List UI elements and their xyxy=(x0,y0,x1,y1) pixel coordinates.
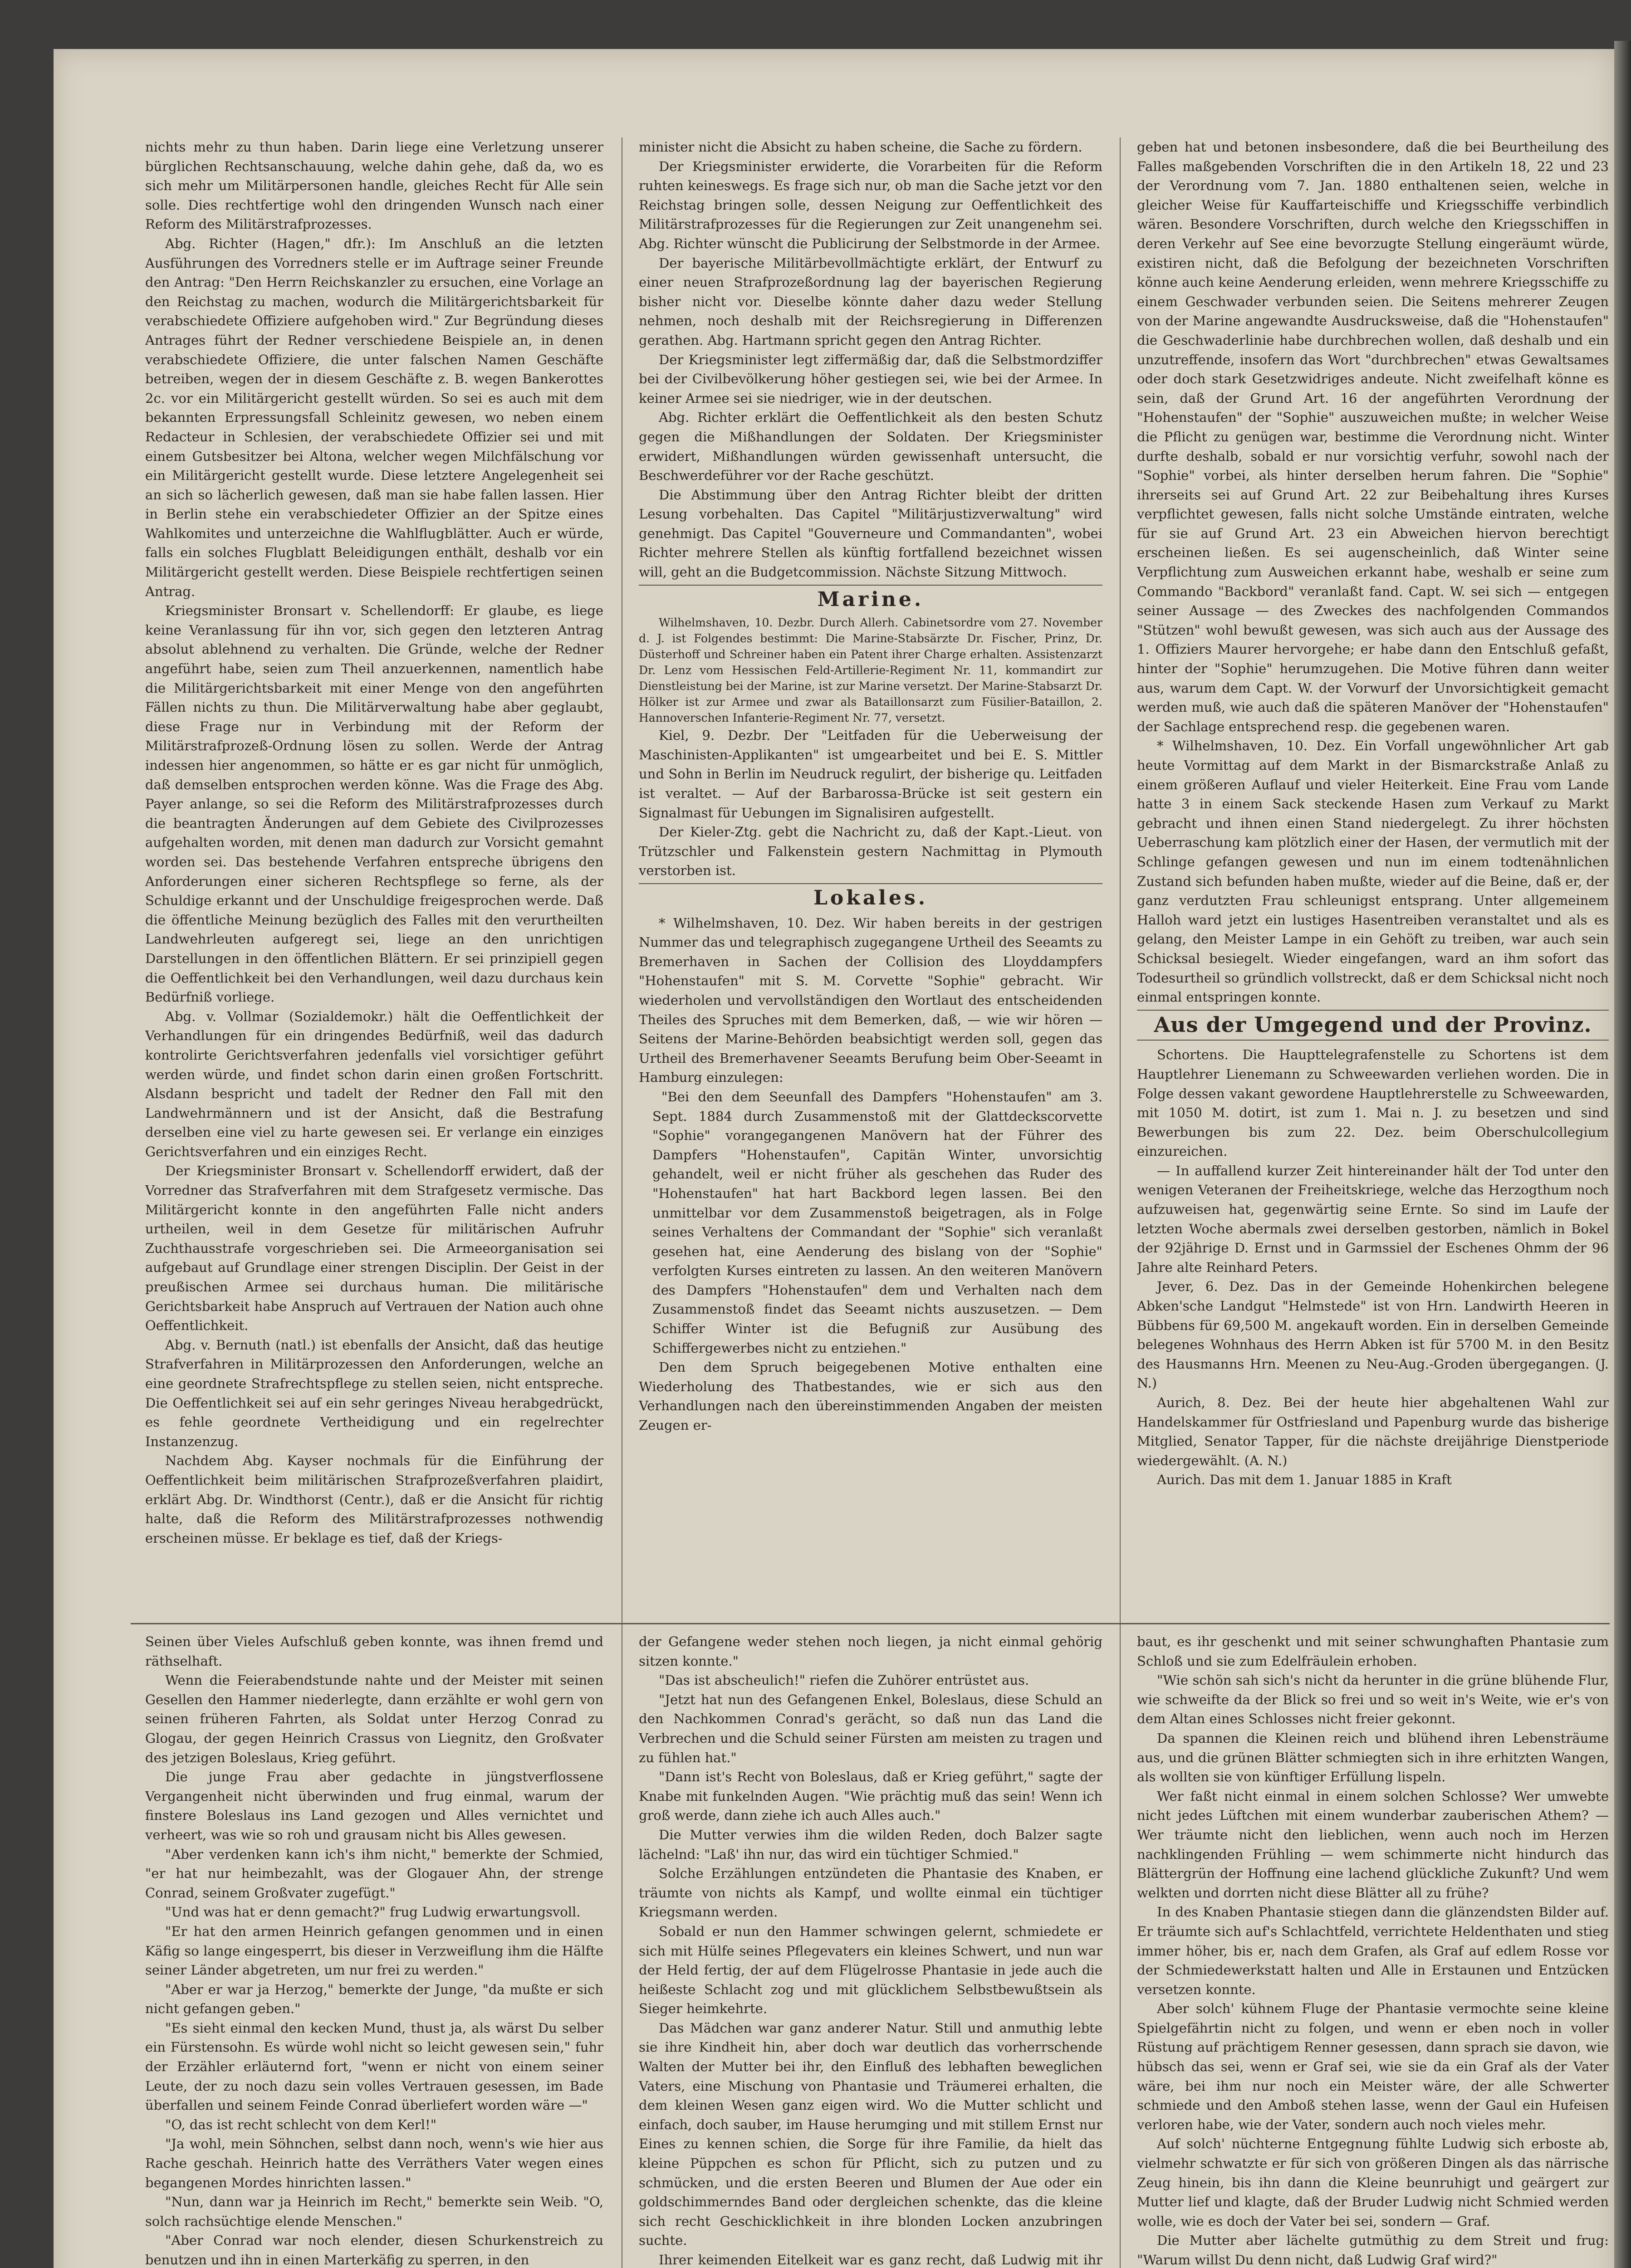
feuilleton-rule xyxy=(131,1623,1610,1624)
paragraph: Der Kieler-Ztg. gebt die Nachricht zu, daß der Kapt.-Lieut. von Trützschler und Falkenstein gestern Nachmittag in Plymouth verstorben ist. xyxy=(639,824,1102,879)
paragraph: baut, es ihr geschenkt und mit seiner schwunghaften Phantasie zum Schloß und sie zum Edelfräulein erhoben. xyxy=(1137,1634,1609,1669)
quote-block: "Bei den dem Seeunfall des Dampfers "Hohenstaufen" am 3. Sept. 1884 durch Zusammenstoß mit der Glattdeckscorvette "Sophie" vorangegangenen Manövern hat der Führer des Dampfers "Hohenstaufen", Capitän Winter, unvorsichtig gehandelt, weil er nicht früher als geschehen das Ruder des "Hohenstaufen" hat hart Backbord legen lassen. Bei den unmittelbar vor dem Zusammenstoß beigetragen, als in Folge seines Verhaltens der Commandant der "Sophie" sich veranlaßt gesehen hat, eine Aenderung des bislang von der "Sophie" verfolgten Kurses eintreten zu lassen. An den weiteren Manövern des Dampfers "Hohenstaufen" dem und Verhalten nach dem Zusammenstoß findet das Seeamt nichts auszusetzen. — Dem Schiffer Winter ist die Befugniß zur Ausübung des Schiffergewerbes nicht zu entziehen." xyxy=(652,1089,1102,1356)
paragraph: Den dem Spruch beigegebenen Motive enthalten eine Wiederholung des Thatbestandes, wie er sich aus den Verhandlungen nach den übereinstimmenden Angaben der meisten Zeugen er- xyxy=(639,1359,1102,1433)
paragraph: Wenn die Feierabendstunde nahte und der Meister mit seinen Gesellen den Hammer niederlegte, dann erzählte er wohl gern von seinen früheren Fahrten, als Soldat unter Herzog Conrad zu Glogau, der gegen Heinrich Crassus von Liegnitz, den Großvater des jetzigen Boleslaus, Krieg geführt. xyxy=(145,1672,603,1765)
paragraph: Wer faßt nicht einmal in einem solchen Schlosse? Wer umwebte nicht jedes Lüftchen mit einem wunderbar zauberischen Athem? — Wer träumte nicht den lieblichen, wenn auch noch im Herzen nachklingenden Frühling — wem schimmerte nicht hindurch das Blättergrün der Hoffnung eine lachend glückliche Zukunft? Und wem welkten und dorrten nicht diese Blätter all zu frühe? xyxy=(1137,1788,1609,1901)
paragraph: nichts mehr zu thun haben. Darin liege eine Verletzung unserer bürglichen Rechtsanschauung, welche dahin gehe, daß da, wo es sich mehr um Militärpersonen handle, gleiches Recht für Alle sein solle. Dies rechtfertige wohl den dringenden Wunsch nach einer Reform des Militärstrafprozesses. xyxy=(145,139,603,232)
paragraph: "Das ist abscheulich!" riefen die Zuhörer entrüstet aus. xyxy=(659,1672,1029,1688)
paragraph: Nachdem Abg. Kayser nochmals für die Einführung der Oeffentlichkeit beim militärischen Strafprozeßverfahren plaidirt, erklärt Abg. Dr. Windthorst (Centr.), daß er die Ansicht für richtig halte, daß die Reform des Militärstrafprozesses nothwendig erscheinen müsse. Er beklage es tief, daß der Kriegs- xyxy=(145,1453,603,1546)
section-heading-region: Aus der Umgegend und der Provinz. xyxy=(1154,1012,1592,1037)
column-right-top xyxy=(1137,137,1609,1666)
paragraph: "Aber Conrad war noch elender, diesen Schurkenstreich zu benutzen und ihn in einen Marterkäfig zu sperren, in den xyxy=(145,2233,603,2268)
paragraph: "Es sieht einmal den kecken Mund, thust ja, als wärst Du selber ein Fürstensohn. Es würde wohl nicht so leicht gewesen sein," fuhr der Erzähler erläuternd fort, "wenn er nicht von einem seiner Leute, der zu noch dazu sein volles Vertrauen gesessen, im Bade überfallen und seinem Feinde Conrad überliefert worden wäre —" xyxy=(145,2020,603,2113)
column-rule xyxy=(1120,137,1121,1666)
paragraph: — In auffallend kurzer Zeit hintereinander hält der Tod unter den wenigen Veteranen der Freiheitskriege, welche das Herzogthum noch aufzuweisen hat, gegenwärtig seine Ernte. So sind im Laufe der letzten Woche abermals zwei derselben gestorben, nämlich in Bokel der 92jährige D. Ernst und in Garmssiel der Eschenes Ohmm der 96 Jahre alte Reinhard Peters. xyxy=(1137,1163,1609,1275)
section-heading-marine: Marine. xyxy=(817,587,924,611)
paragraph: "Er hat den armen Heinrich gefangen genommen und in einen Käfig so lange eingesperrt, bis dieser in Verzweiflung ihm die Hälfte seiner Länder abgetreten, um nur frei zu werden." xyxy=(145,1923,603,1978)
paragraph: Schortens. Die Haupttelegrafenstelle zu Schortens ist dem Hauptlehrer Lienemann zu Schweewarden verliehen worden. Die in Folge dessen vakant gewordene Hauptlehrerstelle zu Schweewarden, mit 1050 M. dotirt, ist zum 1. Mai n. J. zu besetzen und sind Bewerbungen bis zum 22. Dez. beim Oberschulcollegium einzureichen. xyxy=(1137,1047,1609,1159)
paragraph: Aber solch' kühnem Fluge der Phantasie vermochte seine kleine Spielgefährtin nicht zu folgen, und wenn er eben noch in voller Rüstung auf prächtigem Renner gesessen, dann sprach sie davon, wie hübsch das sei, wenn er Graf sei, wie sie da ein Graf als der Vater wäre, bei ihm nur noch ein Meister wäre, der alle Schwerter schmiede und den Amboß stehen lasse, wenn der Gaul ein Hufeisen verloren habe, wie der Vater, sondern auch noch vieles mehr. xyxy=(1137,2001,1609,2132)
paragraph: "Wie schön sah sich's nicht da herunter in die grüne blühende Flur, wie schweifte da der Blick so frei und so weit in's Weite, wie er's von dem Altan eines Schlosses nicht freier gekonnt. xyxy=(1137,1672,1609,1727)
column-left-top xyxy=(145,137,603,1666)
paragraph: Der Kriegsminister legt ziffermäßig dar, daß die Selbstmordziffer bei der Civilbevölkerung höher gestiegen sei, wie bei der Armee. In keiner Armee sei sie niedriger, wie in der deutschen. xyxy=(639,352,1102,406)
paragraph: Kiel, 9. Dezbr. Der "Leitfaden für die Ueberweisung der Maschinisten-Applikanten" ist umgearbeitet und bei E. S. Mittler und Sohn in Berlin im Neudruck regulirt, der bisherige qu. Leitfaden ist veraltet. — Auf der Barbarossa-Brücke ist seit gestern ein Signalmast für Uebungen im Signalisiren aufgestellt. xyxy=(639,728,1102,821)
paragraph: * Wilhelmshaven, 10. Dez. Wir haben bereits in der gestrigen Nummer das und telegraphisch zugegangene Urtheil des Seeamts zu Bremerhaven in Sachen der Collision des Lloyddampfers "Hohenstaufen" mit S. M. Corvette "Sophie" gebracht. Wir wiederholen und vervollständigen den Wortlaut des entscheidenden Theiles des Spruches mit dem Bemerken, daß, — wie wir hören — Seitens der Marine-Behörden beabsichtigt werden soll, gegen das Urtheil des Bremerhavener Seeamts Berufung beim Ober-Seeamt in Hamburg einzulegen: xyxy=(639,915,1102,1085)
paragraph: Der Kriegsminister erwiderte, die Vorarbeiten für die Reform ruhten keineswegs. Es frage sich nur, ob man die Sache jetzt vor den Reichstag bringen solle, dessen Neigung zur Oeffentlichkeit des Militärstrafprozesses für die Regierungen zur Zeit unangenehm sei. Abg. Richter wünscht die Publicirung der Selbstmorde in der Armee. xyxy=(639,158,1102,251)
column-right-bottom xyxy=(1137,1632,1609,2268)
column-left-bottom xyxy=(145,1632,603,2268)
paragraph: "Dann ist's Recht von Boleslaus, daß er Krieg geführt," sagte der Knabe mit funkelnden Augen. "Wie prächtig muß das sein! Wenn ich groß werde, dann ziehe ich auch Alles auch." xyxy=(639,1769,1102,1823)
paragraph: Solche Erzählungen entzündeten die Phantasie des Knaben, er träumte von nichts als Kampf, und wollte einmal ein tüchtiger Kriegsmann werden. xyxy=(639,1866,1102,1920)
paragraph: geben hat und betonen insbesondere, daß die bei Beurtheilung des Falles maßgebenden Vorschriften die in den Artikeln 18, 22 und 23 der Verordnung vom 7. Jan. 1880 enthaltenen seien, welche in gleicher Weise für Kauffarteischiffe und Kriegsschiffe verbindlich wären. Besondere Vorschriften, durch welche den Kriegsschiffen in deren Verkehr auf See eine bevorzugte Stellung eingeräumt würde, existiren nicht, daß die Befolgung der bezeichneten Vorschriften könne auch keine Aenderung erleiden, wenn mehrere Kriegsschiffe zu einem Geschwader verbunden seien. Die Seitens mehrerer Zeugen von der Marine angewandte Ausdrucksweise, daß die "Hohenstaufen" die Geschwaderlinie habe durchbrechen wollen, daß deshalb und ein unzutreffende, insofern das Wort "durchbrechen" etwas Gewaltsames oder doch stark Gesetzwidriges andeute. Nicht zweifelhaft könne es sein, daß der Grund Art. 16 der angeführten Verordnung der "Hohenstaufen" der "Sophie" auszuweichen mußte; in welcher Weise die Pflicht zu genügen war, bestimme die Verordnung nicht. Winter durfte deshalb, sobald er nur vorsichtig verfuhr, sowohl nach der "Sophie" vorbei, als hinter derselben herum fahren. Die "Sophie" ihrerseits sei auf Grund Art. 22 zur Beibehaltung ihres Kurses verpflichtet gewesen, falls nicht solche Umstände eintraten, welche für sie auf Grund Art. 23 ein Abweichen hiervon berechtigt erscheinen ließen. Es sei augenscheinlich, daß Winter seine Verpflichtung zum Ausweichen erkannt habe, weshalb er seine zum Commando "Backbord" veranlaßt fand. Capt. W. sei sich — entgegen seiner Aussage — des Zweckes des nachfolgenden Commandos "Stützen" wohl bewußt gewesen, was sich auch aus der Aussage des 1. Offiziers Maurer hervorgehe; er habe dann den Entschluß gefaßt, hinter der "Sophie" herumzugehen. Die Motive führen dann weiter aus, warum dem Capt. W. der Vorwurf der Unvorsichtigkeit gemacht werden muß, wie auch daß die späteren Manöver der "Hohenstaufen" der Sachlage entsprechend resp. die gegebenen waren. xyxy=(1137,139,1609,734)
paragraph: Abg. Richter erklärt die Oeffentlichkeit als den besten Schutz gegen die Mißhandlungen der Soldaten. Der Kriegsminister erwidert, Mißhandlungen würden gewissenhaft untersucht, die Beschwerdeführer vor der Rache geschützt. xyxy=(639,410,1102,484)
paragraph: "Ja wohl, mein Söhnchen, selbst dann noch, wenn's wie hier aus Rache geschah. Heinrich hatte des Verräthers Vater wegen eines begangenen Mordes hinrichten lassen." xyxy=(145,2136,603,2190)
paragraph: Aurich, 8. Dez. Bei der heute hier abgehaltenen Wahl zur Handelskammer für Ostfriesland und Papenburg wurde das bisherige Mitglied, Senator Tapper, für die nächste dreijährige Dienstperiode wiedergewählt. (A. N.) xyxy=(1137,1395,1609,1468)
paragraph: "Und was hat er denn gemacht?" frug Ludwig erwartungsvoll. xyxy=(165,1904,581,1920)
paragraph: * Wilhelmshaven, 10. Dez. Ein Vorfall ungewöhnlicher Art gab heute Vormittag auf dem Markt in der Bismarckstraße Anlaß zu einem größeren Auflauf und vieler Heiterkeit. Eine Frau vom Lande hatte 3 in einem Sack steckende Hasen zum Verkauf zu Markt gebracht und ihnen einen Stand niedergelegt. Zu ihrer höchsten Ueberraschung kam plötzlich einer der Hasen, der vermutlich mit der Schlinge gefangen gewesen und nun im einem todtenähnlichen Zustand sich befunden haben mußte, wieder auf die Beine, daß er, der ganz verdutzten Frau schleunigst entsprang. Unter allgemeinem Halloh ward jetzt ein lustiges Hasentreiben veranstaltet und als es gelang, den Meister Lampe in ein Gehöft zu treiben, war auch sein Schicksal besiegelt. Wieder eingefangen, ward an ihm sofort das Todesurtheil so gründlich vollstreckt, daß er dem Schicksal nicht noch einmal entspringen konnte. xyxy=(1137,738,1609,1005)
paragraph: Kriegsminister Bronsart v. Schellendorff: Er glaube, es liege keine Veranlassung für ihn vor, sich gegen den letzteren Antrag absolut ablehnend zu verhalten. Die Gründe, welche der Redner angeführt habe, seien zum Theil anzuerkennen, namentlich habe die Militärgerichtsbarkeit mit einer Menge von den angeführten Fällen nichts zu thun. Die Militärverwaltung habe aber geglaubt, diese Frage nur in Verbindung mit der Reform der Militärstrafprozeß-Ordnung lösen zu sollen. Werde der Antrag indessen hier angenommen, so hätte er es gar nicht für unmöglich, daß demselben entsprochen werden könne. Was die Frage des Abg. Payer anlange, so sei die Reform des Militärstrafprozesses durch die beantragten Änderungen auf dem Gebiete des Civilprozesses aufgehalten worden, mit denen man dadurch zur Vorsicht gemahnt worden sei. Das bestehende Verfahren entspreche übrigens den Anforderungen einer sicheren Rechtspflege so ferne, als der Schuldige erkannt und der Unschuldige freigesprochen werde. Daß die öffentliche Meinung bezüglich des Falles mit den verurtheilten Landwehrleuten aufgeregt sei, liege an den unrichtigen Darstellungen in den öffentlichen Blättern. Er sei prinzipiell gegen die Oeffentlichkeit bei den Verhandlungen, weil dazu durchaus kein Bedürfniß vorliege. xyxy=(145,603,603,1005)
column-middle-bottom xyxy=(639,1632,1102,2268)
paragraph: Das Mädchen war ganz anderer Natur. Still und anmuthig lebte sie ihre Kindheit hin, aber doch war deutlich das vorherrschende Walten der Mutter bei ihr, den Einfluß des lebhaften beweglichen Vaters, eine Mischung von Phantasie und Träumerei erhalten, die dem kleinen Wesen ganz eigen wird. Wo die Mutter schlicht und einfach, doch sauber, im Hause herumging und mit stillem Ernst nur Eines zu kennen schien, die Sorge für ihre Familie, da hielt das kleine Püppchen es schon für Pflicht, sich zu putzen und zu schmücken, und die ersten Beeren und Blumen der Aue oder ein goldschimmerndes Band oder dergleichen schenkte, das die kleine sich recht Geschicklichkeit in ihre blonden Locken anzubringen suchte. xyxy=(639,2020,1102,2248)
paragraph: In des Knaben Phantasie stiegen dann die glänzendsten Bilder auf. Er träumte sich auf's Schlachtfeld, verrichtete Heldenthaten und stieg immer höher, bis er, nach dem Grafen, als Graf auf edlem Rosse vor der Schmiedewerkstatt halten und Alle in Erstaunen und Entzücken versetzen konnte. xyxy=(1137,1904,1609,1997)
section-rule xyxy=(1137,1040,1609,1041)
paragraph: Der bayerische Militärbevollmächtigte erklärt, der Entwurf zu einer neuen Strafprozeßordnung lag der bayerischen Regierung bisher nicht vor. Dieselbe könnte daher dazu weder Stellung nehmen, noch deshalb mit der Reichsregierung in Differenzen gerathen. Abg. Hartmann spricht gegen den Antrag Richter. xyxy=(639,255,1102,348)
column-rule xyxy=(1120,1632,1121,2268)
paragraph: "O, das ist recht schlecht von dem Kerl!" xyxy=(165,2116,437,2132)
paragraph: "Jetzt hat nun des Gefangenen Enkel, Boleslaus, diese Schuld an den Nachkommen Conrad's gerächt, so daß nun das Land die Verbrechen und die Schuld seiner Fürsten am meisten zu tragen und zu fühlen hat." xyxy=(639,1691,1102,1765)
section-rule xyxy=(639,883,1102,884)
paragraph: Wilhelmshaven, 10. Dezbr. Durch Allerh. Cabinetsordre vom 27. November d. J. ist Folgendes bestimmt: Die Marine-Stabsärzte Dr. Fischer, Prinz, Dr. Düsterhoff und Schreiner haben ein Patent ihrer Charge erhalten. Assistenzarzt Dr. Lenz vom Hessischen Feld-Artillerie-Regiment Nr. 11, kommandirt zur Dienstleistung bei der Marine, ist zur Marine versetzt. Der Marine-Stabsarzt Dr. Hölker ist zur Armee und zwar als Bataillonsarzt zum Füsilier-Bataillon, 2. Hannoverschen Infanterie-Regiment Nr. 77, versetzt. xyxy=(639,616,1102,725)
paragraph: Der Kriegsminister Bronsart v. Schellendorff erwidert, daß der Vorredner das Strafverfahren mit dem Strafgesetz vermische. Das Militärgericht konnte in den angeführten Falle nicht anders urtheilen, weil in dem Gesetze für militärischen Aufruhr Zuchthausstrafe vorgeschrieben sei. Die Armeeorganisation sei aufgebaut auf Grundlage einer strengen Disciplin. Der Geist in der preußischen Armee sei durchaus human. Die militärische Gerichtsbarkeit habe Anspruch auf Vertrauen der Nation auch ohne Oeffentlichkeit. xyxy=(145,1163,603,1334)
paragraph: Ihrer keimenden Eitelkeit war es ganz recht, daß Ludwig mit ihr xyxy=(659,2252,1102,2268)
paragraph: "Nun, dann war ja Heinrich im Recht," bemerkte sein Weib. "O, solch rachsüchtige elende Menschen." xyxy=(145,2194,603,2229)
paragraph: Die Mutter aber lächelte gutmüthig zu dem Streit und frug: "Warum willst Du denn nicht, daß Ludwig Graf wird?" xyxy=(1137,2233,1609,2268)
newspaper-page xyxy=(54,49,1614,2268)
paragraph: "Aber verdenken kann ich's ihm nicht," bemerkte der Schmied, "er hat nur heimbezahlt, was der Glogauer Ahn, der strenge Conrad, seinem Großvater zugefügt." xyxy=(145,1846,603,1901)
paragraph: Abg. Richter (Hagen," dfr.): Im Anschluß an die letzten Ausführungen des Vorredners stelle er im Auftrage seiner Freunde den Antrag: "Den Herrn Reichskanzler zu ersuchen, eine Vorlage an den Reichstag zu machen, wodurch die Militärgerichtsbarkeit für verabschiedete Offiziere aufgehoben wird." Zur Begründung dieses Antrages führt der Redner verschiedene Beispiele an, in denen verabschiedete Offiziere, die unter falschen Namen Geschäfte betreiben, wegen der in diesem Geschäfte z. B. wegen Bankerottes 2c. vor ein Militärgericht gestellt würden. So sei es auch mit dem bekannten Erpressungsfall Schleinitz gewesen, wo neben einem Redacteur in Schlesien, der verabschiedete Offizier sei und mit einem Gutsbesitzer bei Altona, welcher wegen Milchfälschung vor ein Militärgericht gestellt wurde. Diese letztere Angelegenheit sei an sich so lächerlich gewesen, daß man sie habe fallen lassen. Hier in Berlin stehe ein verabschiedeter Offizier an der Spitze eines Wahlkomites und unterzeichne die Wahlflugblätter. Auch er würde, falls ein solches Flugblatt Beleidigungen enthält, deshalb vor ein Militärgericht gestellt werden. Diese Beispiele rechtfertigen seinen Antrag. xyxy=(145,235,603,599)
book-binding-edge xyxy=(1614,41,1631,2268)
paragraph: Aurich. Das mit dem 1. Januar 1885 in Kraft xyxy=(1157,1472,1452,1488)
section-heading-lokales: Lokales. xyxy=(813,886,928,909)
paragraph: minister nicht die Absicht zu haben scheine, die Sache zu fördern. xyxy=(639,139,1082,155)
paragraph: Seinen über Vieles Aufschluß geben konnte, was ihnen fremd und räthselhaft. xyxy=(145,1634,603,1669)
paragraph: Sobald er nun den Hammer schwingen gelernt, schmiedete er sich mit Hülfe seines Pflegevaters ein kleines Schwert, und nun war der Held fertig, der auf dem Flügelrosse Phantasie in jede auch die heißeste Schlacht zog und mit glücklichem Selbstbewußtsein als Sieger heimkehrte. xyxy=(639,1923,1102,2017)
section-rule xyxy=(1137,1010,1609,1011)
section-rule xyxy=(639,585,1102,586)
paragraph: Die junge Frau aber gedachte in jüngstverflossene Vergangenheit nicht überwinden und frug einmal, warum der finstere Boleslaus ins Land gezogen und Alles vernichtet und verheert, was wie so roh und grausam nicht bis Alles gewesen. xyxy=(145,1769,603,1843)
paragraph: Da spannen die Kleinen reich und blühend ihren Lebensträume aus, und die grünen Blätter schmiegten sich in ihre erhitzten Wangen, als wollten sie von künftiger Erfüllung lispeln. xyxy=(1137,1730,1609,1785)
column-middle-top xyxy=(639,137,1102,1666)
paragraph: Abg. v. Vollmar (Sozialdemokr.) hält die Oeffentlichkeit der Verhandlungen für ein dringendes Bedürfniß, weil das dadurch kontrolirte Gerichtsverfahren jedenfalls viel vorsichtiger geführt werden würde, und findet schon darin einen großen Fortschritt. Alsdann bespricht und tadelt der Redner den Fall mit den Landwehrmännern und ist der Ansicht, daß die Bestrafung derselben eine viel zu harte gewesen sei. Er verlange ein einziges Gerichtsverfahren und ein einziges Recht. xyxy=(145,1008,603,1159)
paragraph: "Aber er war ja Herzog," bemerkte der Junge, "da mußte er sich nicht gefangen geben." xyxy=(145,1981,603,2017)
paragraph: Die Abstimmung über den Antrag Richter bleibt der dritten Lesung vorbehalten. Das Capitel "Militärjustizverwaltung" wird genehmigt. Das Capitel "Gouverneure und Commandanten", wobei Richter mehrere Stellen als künftig fortfallend bezeichnet wissen will, geht an die Budgetcommission. Nächste Sitzung Mittwoch. xyxy=(639,487,1102,580)
paragraph: Abg. v. Bernuth (natl.) ist ebenfalls der Ansicht, daß das heutige Strafverfahren in Militärprozessen den Anforderungen, welche an eine geordnete Strafrechtspflege zu stellen seien, nicht entspreche. Die Oeffentlichkeit sei auf ein sehr geringes Niveau herabgedrückt, es fehle geordnete Vertheidigung und ein regelrechter Instanzenzug. xyxy=(145,1337,603,1449)
paragraph: Jever, 6. Dez. Das in der Gemeinde Hohenkirchen belegene Abken'sche Landgut "Helmstede" ist von Hrn. Landwirth Heeren in Bübbens für 69,500 M. angekauft worden. Ein in derselben Gemeinde belegenes Wohnhaus des Herrn Abken ist für 5700 M. in den Besitz des Hausmanns Hrn. Meenen zu Neu-Aug.-Groden übergegangen. (J. N.) xyxy=(1137,1279,1609,1391)
paragraph: Auf solch' nüchterne Entgegnung fühlte Ludwig sich erboste ab, vielmehr schwatzte er für sich von größeren Dingen als das närrische Zeug hinein, bis ihn dann die Kleine beunruhigt und geärgert zur Mutter lief und klagte, daß der Bruder Ludwig nicht Schmied werden wolle, wie es doch der Vater bei sei, sondern — Graf. xyxy=(1137,2136,1609,2229)
paragraph: Die Mutter verwies ihm die wilden Reden, doch Balzer sagte lächelnd: "Laß' ihn nur, das wird ein tüchtiger Schmied." xyxy=(639,1827,1102,1862)
paragraph: der Gefangene weder stehen noch liegen, ja nicht einmal gehörig sitzen konnte." xyxy=(639,1634,1102,1669)
